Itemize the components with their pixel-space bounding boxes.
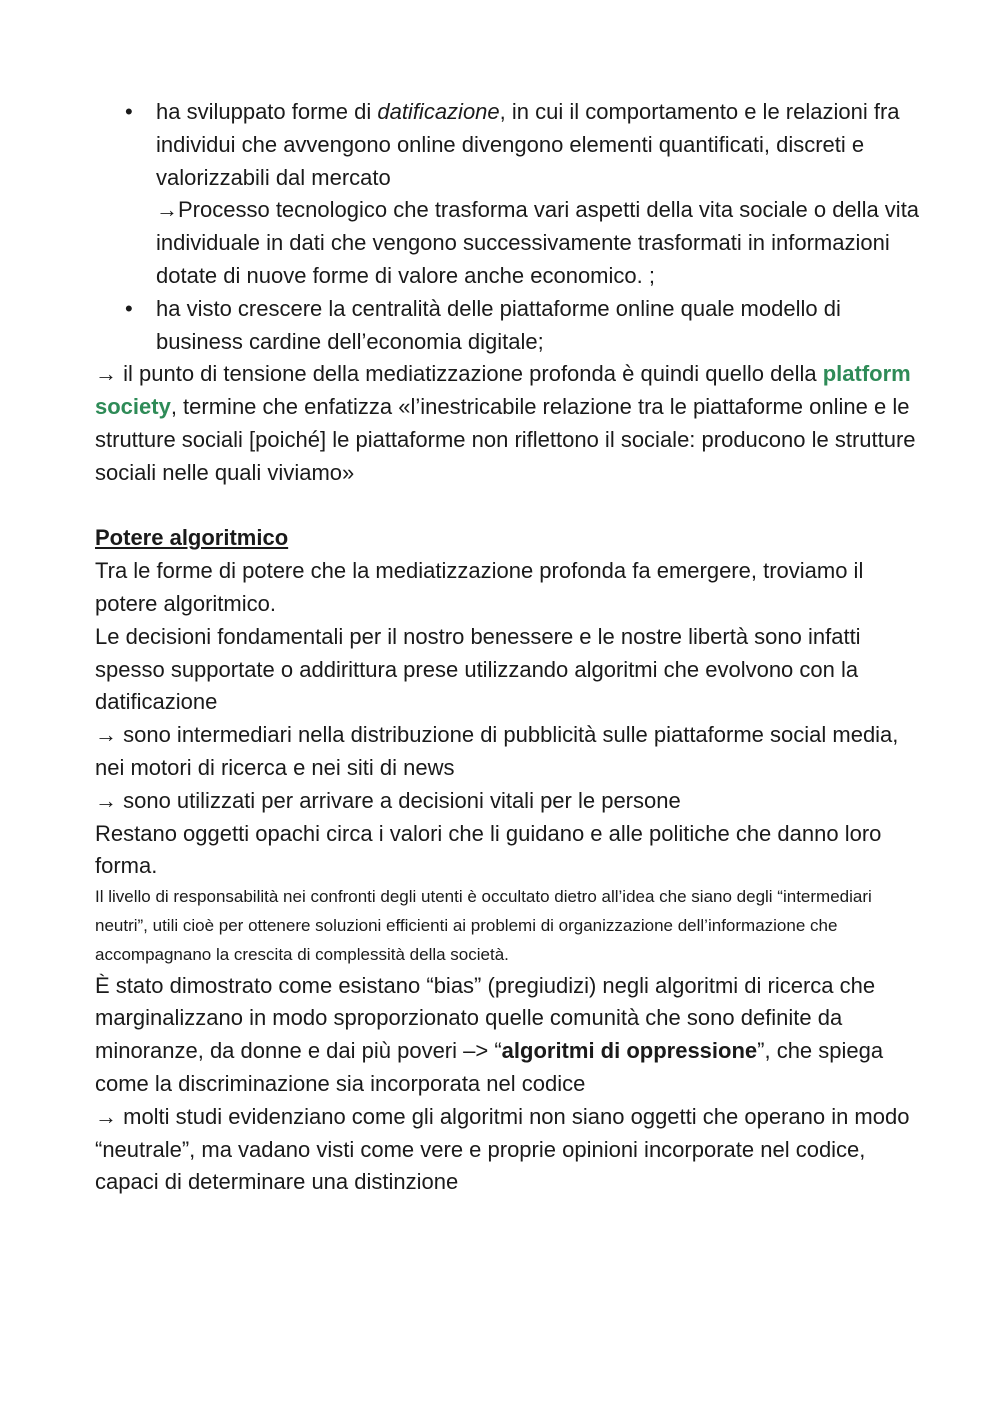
bullet-dot-icon: • [125, 295, 133, 321]
tension-text: → il punto di tensione della mediatizzazione profonda è quindi quello della [95, 361, 823, 387]
paragraph-intermediari: → sono intermediari nella distribuzione di pubblicità sulle piattaforme social media, nei motori di ricerca e nei siti di news [95, 722, 899, 780]
bullet-dot-icon: • [125, 99, 133, 124]
tension-paragraph [95, 358, 925, 489]
paragraph-decisioni: Le decisioni fondamentali per il nostro benessere e le nostre libertà sono infatti spesso supportate o addirittura prese utilizzando algoritmi che evolvono con la datificazione [95, 623, 861, 715]
paragraph-responsabilita-small: Il livello di responsabilità nei confronti degli utenti è occultato dietro all’idea che siano degli “intermediari neutri”, utili cioè per ottenere soluzioni efficienti ai problemi di organizzazione dell’informazione che accompagnano la crescita di complessità della società. [95, 887, 872, 964]
bullet-item-datificazione [95, 96, 925, 293]
paragraph-oggetti-opachi: Restano oggetti opachi circa i valori che li guidano e alle politiche che danno loro forma. [95, 820, 882, 879]
bullet-text-cont: , in cui il comportamento e le relazioni fra individui che avvengono online divengono elementi quantificati, discreti e valorizzabili dal mercato [156, 99, 900, 190]
bullet-list [95, 96, 925, 358]
bias-text: È stato dimostrato come esistano “bias” (pregiudizi) negli algoritmi di ricerca che marginalizzano in modo sproporzionato quelle comunità che sono definite da minoranze, da donne e dai più poveri –> “ [95, 972, 876, 1064]
tension-text-cont: , termine che enfatizza «l’inestricabile relazione tra le piattaforme online e le strutture sociali [poiché] le piattaforme non riflettono il sociale: producono le strutture sociali nelle quali viviamo» [95, 394, 916, 485]
bullet-item-platforms [95, 293, 925, 359]
section-heading: Potere algoritmico [95, 525, 289, 551]
blank-line [95, 490, 925, 523]
paragraph-bias [95, 970, 925, 1101]
bullet-emphasis: datificazione [377, 99, 500, 124]
paragraph-studi: → molti studi evidenziano come gli algoritmi non siano oggetti che operano in modo “neutrale”, ma vadano visti come vere e proprie opinioni incorporate nel codice, capaci di determinare una distinzione [95, 1103, 910, 1195]
bias-text-cont: ”, che spiega come la discriminazione sia incorporata nel codice [95, 1038, 884, 1096]
bullet-text: ha sviluppato forme di [156, 99, 378, 124]
paragraph-forme-potere: Tra le forme di potere che la mediatizzazione profonda fa emergere, troviamo il potere algoritmico. [95, 558, 864, 616]
paragraph-decisioni-vitali: → sono utilizzati per arrivare a decisioni vitali per le persone [95, 787, 681, 813]
algoritmi-oppressione-term: algoritmi di oppressione [501, 1038, 758, 1064]
bullet-text: ha visto crescere la centralità delle piattaforme online quale modello di business cardine dell’economia digitale; [156, 295, 841, 354]
bullet-subnote: →Processo tecnologico che trasforma vari aspetti della vita sociale o della vita individuale in dati che vengono successivamente trasformati in informazioni dotate di nuove forme di valore anche economico. ; [156, 197, 920, 288]
platform-society-term: platform society [95, 361, 911, 420]
document-page [95, 96, 925, 1199]
